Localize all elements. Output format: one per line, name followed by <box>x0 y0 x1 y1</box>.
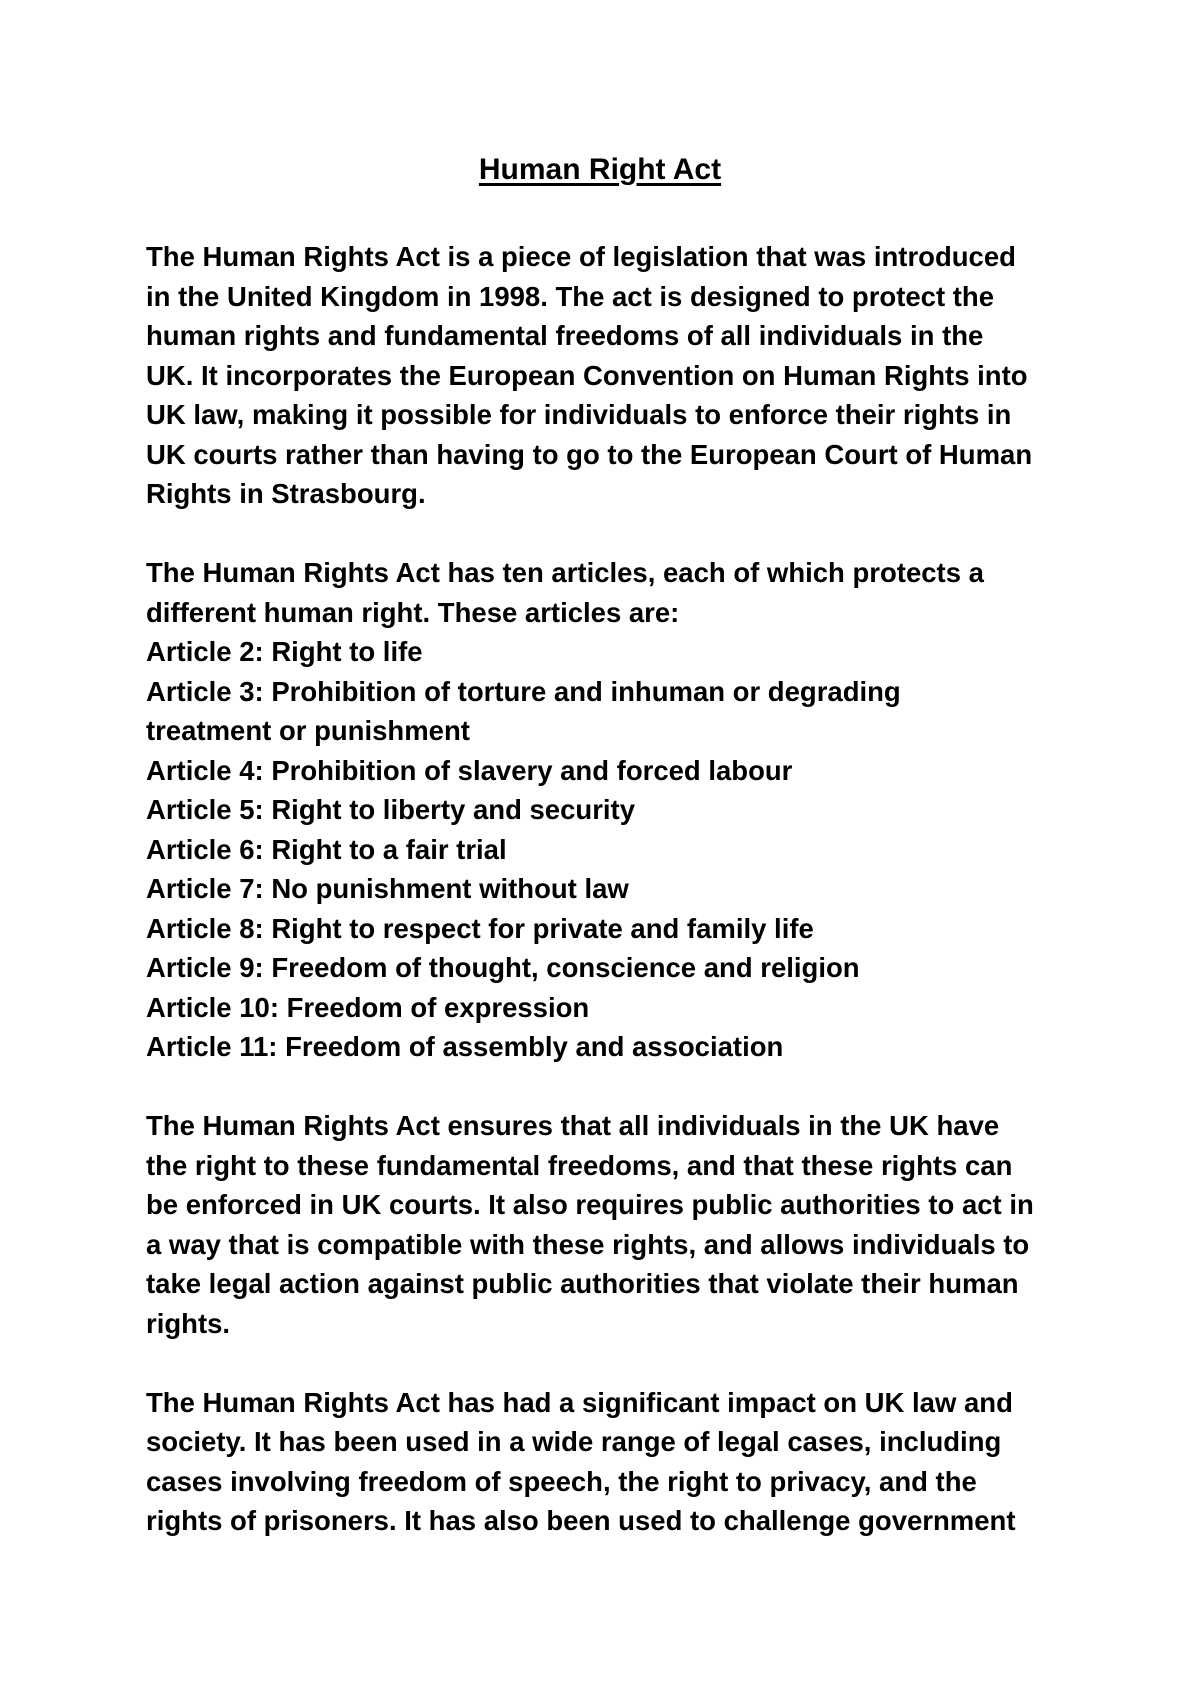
article-item: Article 3: Prohibition of torture and inhuman or degrading <box>146 675 901 707</box>
text-line: the right to these fundamental freedoms, and that these rights can <box>146 1149 1013 1181</box>
article-item: Article 5: Right to liberty and security <box>146 794 635 825</box>
text-line: be enforced in UK courts. It also requires public authorities to act in <box>146 1189 1034 1220</box>
article-item-continuation: treatment or punishment <box>146 715 470 746</box>
paragraph-impact <box>146 1383 1086 1541</box>
article-item: Article 4: Prohibition of slavery and forced labour <box>146 754 793 786</box>
text-line: The Human Rights Act ensures that all individuals in the UK have <box>146 1110 1000 1141</box>
paragraph-intro <box>146 237 1086 514</box>
text-line: society. It has been used in a wide range of legal cases, including <box>146 1426 1002 1457</box>
text-line: a way that is compatible with these rights, and allows individuals to <box>146 1228 1030 1260</box>
article-item: Article 6: Right to a fair trial <box>146 833 507 865</box>
text-line: Rights in Strasbourg. <box>146 478 426 509</box>
text-line: The Human Rights Act has had a significant impact on UK law and <box>146 1386 1013 1418</box>
text-line: The Human Rights Act is a piece of legislation that was introduced <box>146 241 1016 272</box>
text-line: different human right. These articles are: <box>146 596 680 628</box>
article-item: Article 8: Right to respect for private and family life <box>146 912 814 944</box>
paragraph-ensures <box>146 1106 1086 1343</box>
article-item: Article 9: Freedom of thought, conscience and religion <box>146 952 860 983</box>
document-title: Human Right Act <box>478 153 722 186</box>
article-item: Article 11: Freedom of assembly and association <box>146 1031 784 1062</box>
text-line: rights of prisoners. It has also been used to challenge government <box>146 1505 1016 1536</box>
text-line: UK law, making it possible for individuals to enforce their rights in <box>146 399 1012 430</box>
article-item: Article 10: Freedom of expression <box>146 991 590 1023</box>
text-line: UK courts rather than having to go to the European Court of Human <box>146 438 1033 470</box>
text-line: The Human Rights Act has ten articles, each of which protects a <box>146 557 984 588</box>
text-line: in the United Kingdom in 1998. The act is designed to protect the <box>146 280 995 312</box>
text-line: human rights and fundamental freedoms of all individuals in the <box>146 320 984 351</box>
article-item: Article 7: No punishment without law <box>146 873 629 904</box>
document-body <box>146 237 1086 1580</box>
article-item: Article 2: Right to life <box>146 636 423 667</box>
paragraph-articles <box>146 553 1086 1067</box>
text-line: rights. <box>146 1307 231 1339</box>
text-line: UK. It incorporates the European Convention on Human Rights into <box>146 359 1028 391</box>
text-line: take legal action against public authorities that violate their human <box>146 1268 1019 1299</box>
text-line: cases involving freedom of speech, the right to privacy, and the <box>146 1465 977 1497</box>
